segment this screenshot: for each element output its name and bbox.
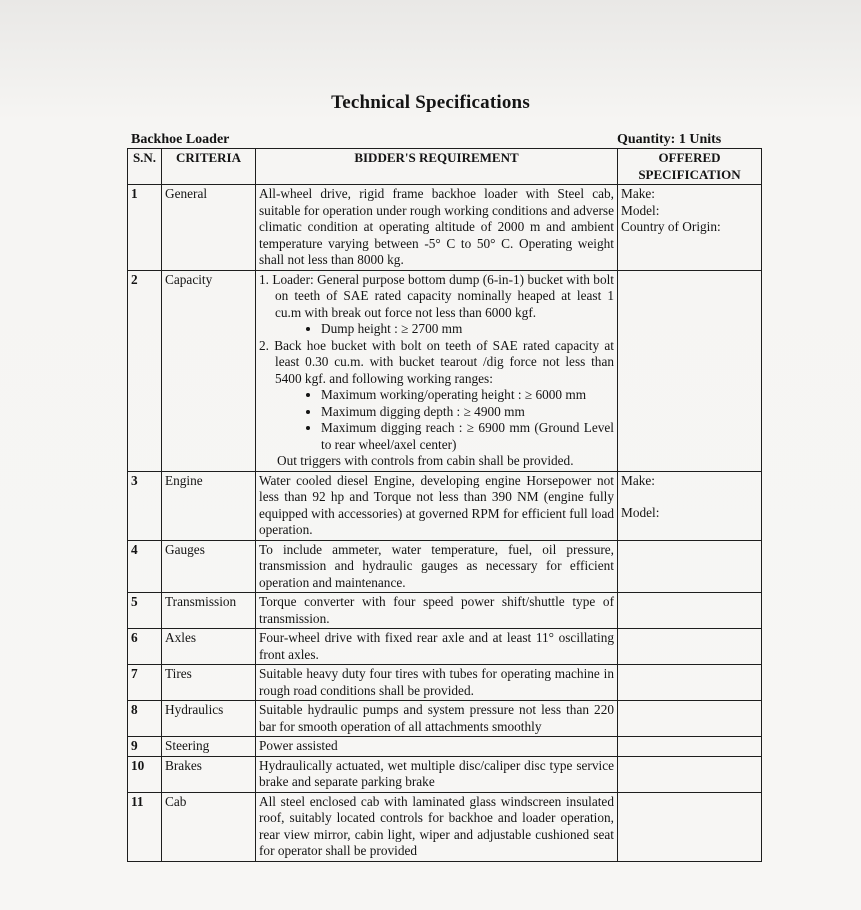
row-sn: 7 [128,665,162,701]
backhoe-requirement: 2. Back hoe bucket with bolt on teeth of SAE rated capacity at least 0.30 cu.m. with bucket tearout /dig force not less than 5400 kgf. and following working ranges: [259,337,614,386]
row-requirement: Hydraulically actuated, wet multiple disc/caliper disc type service brake and separate parking brake [256,756,618,792]
row-offered [618,737,762,757]
offered-country-label: Country of Origin: [621,219,721,234]
row-sn: 6 [128,629,162,665]
list-item: • Maximum working/operating height : ≥ 6000 mm [321,387,614,404]
table-row [128,185,762,271]
row-offered [618,471,762,540]
row-sn: 10 [128,756,162,792]
table-row [128,665,762,701]
list-item: • Maximum digging depth : ≥ 4900 mm [321,404,614,421]
row-requirement: Water cooled diesel Engine, developing engine Horsepower not less than 92 hp and Torque not less than 390 NM (engine fully equipped with accessories) at governed RPM for efficient full load operation. [256,471,618,540]
row-sn: 8 [128,701,162,737]
row-criteria: General [162,185,256,271]
row-offered [618,629,762,665]
table-row [128,701,762,737]
row-requirement: To include ammeter, water temperature, fuel, oil pressure, transmission and hydraulic gauges as necessary for efficient operation and maintenance. [256,540,618,593]
offered-model-label: Model: [621,505,660,520]
row-offered [618,540,762,593]
row-criteria: Gauges [162,540,256,593]
row-sn: 2 [128,270,162,471]
item-name: Backhoe Loader [131,132,230,147]
loader-requirement: 1. Loader: General purpose bottom dump (6-in-1) bucket with bolt on teeth of SAE rated capacity nominally heaped at least 1 cu.m with break out force not less than 6000 kgf. [259,271,614,320]
row-criteria: Axles [162,629,256,665]
list-item: • Maximum digging reach : ≥ 6900 mm (Ground Level to rear wheel/axel center) [321,420,614,453]
row-requirement: Torque converter with four speed power shift/shuttle type of transmission. [256,593,618,629]
row-offered [618,665,762,701]
table-row [128,593,762,629]
table-row [128,737,762,757]
row-requirement: Four-wheel drive with fixed rear axle and at least 11° oscillating front axles. [256,629,618,665]
offered-model-label: Model: [621,202,660,218]
row-offered [618,701,762,737]
table-row [128,792,762,861]
quantity-label: Quantity: 1 Units [617,132,722,147]
row-offered [618,756,762,792]
row-criteria: Steering [162,737,256,757]
row-sn: 4 [128,540,162,593]
row-requirement: All-wheel drive, rigid frame backhoe loader with Steel cab, suitable for operation under rough working conditions and adverse climatic condition at operating altitude of 2000 m and ambient temperature varying between -5° C to 50° C. Operating weight shall not less than 8000 kg. [256,185,618,271]
header-sn: S.N. [128,149,162,185]
row-requirement: Power assisted [256,737,618,757]
row-sn: 9 [128,737,162,757]
table-row [128,756,762,792]
table-header-row [128,149,762,185]
row-sn: 3 [128,471,162,540]
row-requirement [256,270,618,471]
table-row [128,270,762,471]
list-item: • Dump height : ≥ 2700 mm [321,321,614,338]
header-offered: OFFERED SPECIFICATION [618,149,762,185]
outriggers-requirement: Out triggers with controls from cabin shall be provided. [277,453,574,468]
specifications-table [127,148,762,862]
row-sn: 11 [128,792,162,861]
row-criteria: Transmission [162,593,256,629]
table-row [128,471,762,540]
spacer [621,489,758,505]
row-requirement: Suitable hydraulic pumps and system pressure not less than 220 bar for smooth operation of all attachments smoothly [256,701,618,737]
row-criteria: Tires [162,665,256,701]
row-criteria: Brakes [162,756,256,792]
row-criteria: Engine [162,471,256,540]
table-row [128,629,762,665]
offered-make-label: Make: [621,472,655,488]
row-offered [618,593,762,629]
row-requirement: All steel enclosed cab with laminated glass windscreen insulated roof, suitably located controls for backhoe and loader operation, rear view mirror, cabin light, wiper and adjustable cushioned seat for operator shall be provided [256,792,618,861]
row-criteria: Hydraulics [162,701,256,737]
row-criteria: Capacity [162,270,256,471]
header-requirement: BIDDER'S REQUIREMENT [256,149,618,185]
header-criteria: CRITERIA [162,149,256,185]
row-offered [618,792,762,861]
offered-make-label: Make: [621,186,655,201]
backhoe-bullet-list [259,387,614,453]
document-title: Technical Specifications [331,92,530,113]
row-offered [618,270,762,471]
row-requirement: Suitable heavy duty four tires with tubes for operating machine in rough road conditions shall be provided. [256,665,618,701]
row-sn: 1 [128,185,162,271]
row-criteria: Cab [162,792,256,861]
row-sn: 5 [128,593,162,629]
row-offered [618,185,762,271]
loader-bullet-list [259,321,614,338]
table-row [128,540,762,593]
